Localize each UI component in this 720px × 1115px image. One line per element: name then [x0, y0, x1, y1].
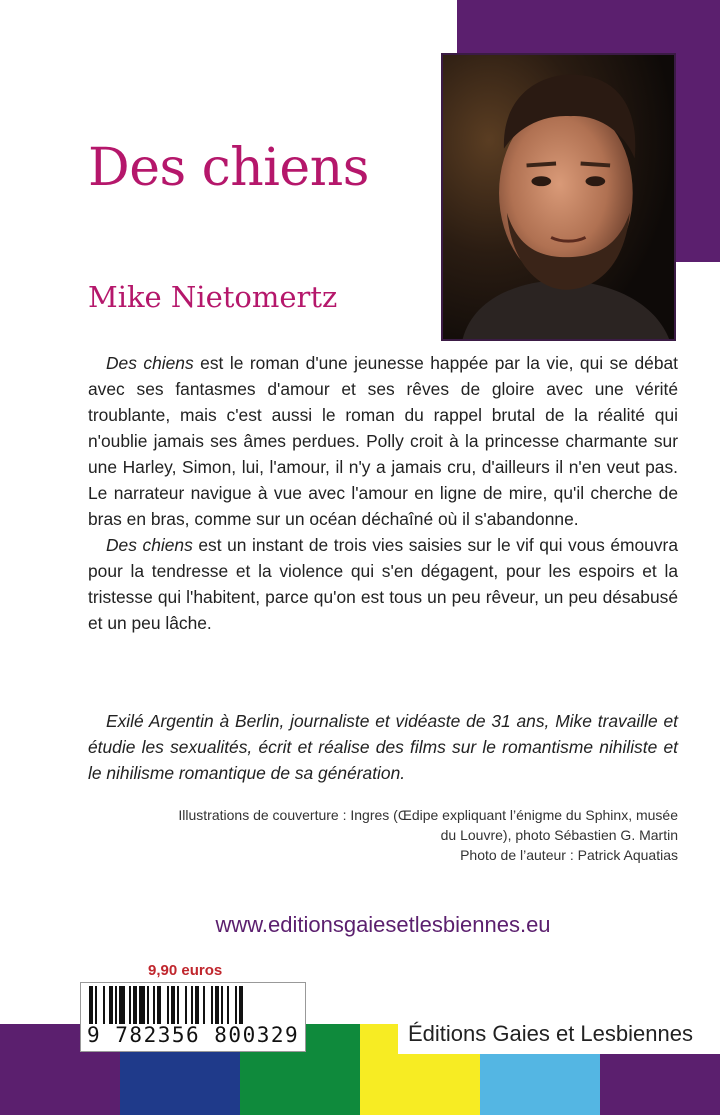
barcode-bar: [221, 986, 223, 1024]
barcode-bar: [103, 986, 105, 1024]
summary-title-italic: Des chiens: [106, 535, 193, 555]
author-photo: [441, 53, 676, 341]
barcode-bar: [133, 986, 137, 1024]
barcode-bar: [139, 986, 145, 1024]
barcode-bar: [147, 986, 149, 1024]
barcode-bar: [211, 986, 213, 1024]
barcode-bar: [89, 986, 93, 1024]
barcode-bar: [157, 986, 161, 1024]
cover-illustration-credit: Illustrations de couverture : Ingres (Œdipe expliquant l’énigme du Sphinx, musée: [178, 807, 678, 823]
barcode-bar: [177, 986, 179, 1024]
author-name: Mike Nietomertz: [88, 280, 338, 314]
barcode-bar: [195, 986, 199, 1024]
barcode-bar: [109, 986, 113, 1024]
barcode-bar: [167, 986, 169, 1024]
barcode: [80, 982, 306, 1052]
summary-paragraph-2: [88, 532, 678, 636]
summary-text: est un instant de trois vies saisies sur le vif qui vous émouvra pour la tendresse et la violence qui s'en dégagent, pour les espoirs et la tristesse qui l'habitent, parce qu'on est tous un peu rêveur, un peu désabusé et un peu lâche.: [88, 535, 679, 633]
barcode-bar: [235, 986, 237, 1024]
summary-text: est le roman d'une jeunesse happée par la vie, qui se débat avec ses fantasmes d'amour et ses rêves de gloire avec une vérité troublante, mais c'est aussi le roman du rappel brutal de la réalité qui n'oublie jamais ses âmes perdues. Polly croit à la princesse charmante sur une Harley, Simon, lui, l'amour, il n'y a jamais cru, d'ailleurs il n'en veut pas. Le narrateur navigue à vue avec l'amour en ligne de mire, qu'il cherche de bras en bras, comme sur un océan déchaîné où il s'abandonne.: [88, 353, 678, 529]
author-portrait-image: [443, 55, 674, 339]
book-title: Des chiens: [88, 138, 369, 198]
isbn-number: 9 782356 800329: [87, 1023, 300, 1047]
barcode-bar: [215, 986, 219, 1024]
barcode-bar: [191, 986, 193, 1024]
barcode-bar: [239, 986, 243, 1024]
book-summary: [88, 350, 678, 636]
author-bio: Exilé Argentin à Berlin, journaliste et vidéaste de 31 ans, Mike travaille et étudie les sexualités, écrit et réalise des films sur le romantisme nihiliste et le nihilisme romantique de sa génération.: [88, 711, 678, 783]
credits: [88, 805, 678, 865]
publisher-website: www.editionsgaiesetlesbiennes.eu: [215, 912, 551, 937]
barcode-bar: [203, 986, 205, 1024]
barcode-bar: [95, 986, 97, 1024]
barcode-bar: [171, 986, 175, 1024]
publisher-name: Éditions Gaies et Lesbiennes: [398, 1014, 720, 1054]
summary-title-italic: Des chiens: [106, 353, 194, 373]
barcode-bar: [129, 986, 131, 1024]
author-photo-credit: Photo de l’auteur : Patrick Aquatias: [460, 847, 678, 863]
price-label: 9,90 euros: [148, 962, 223, 979]
barcode-bar: [115, 986, 117, 1024]
barcode-bar: [153, 986, 155, 1024]
barcode-bar: [119, 986, 125, 1024]
barcode-bar: [185, 986, 187, 1024]
summary-paragraph-1: [88, 350, 678, 532]
barcode-bar: [227, 986, 229, 1024]
cover-illustration-credit-cont: du Louvre), photo Sébastien G. Martin: [440, 827, 678, 843]
barcode-bars: [89, 986, 299, 1024]
